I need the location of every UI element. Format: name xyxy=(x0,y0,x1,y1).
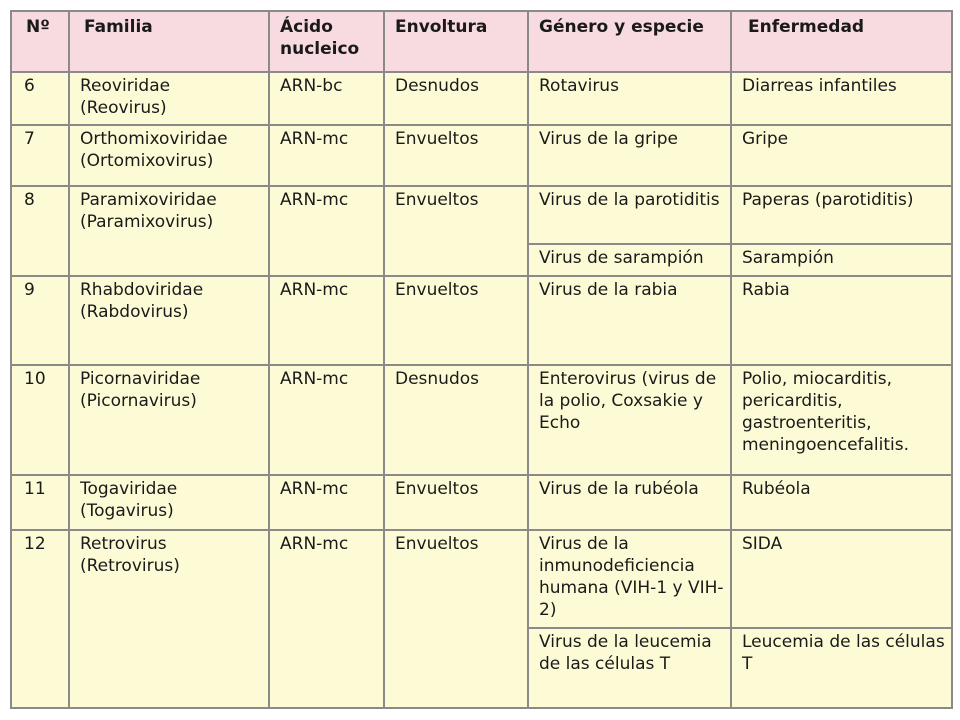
cell-familia: Rhabdoviridae (Rabdovirus) xyxy=(69,276,269,365)
cell-enfermedad: Sarampión xyxy=(731,244,952,276)
table-row xyxy=(11,475,952,530)
header-genero: Género y especie xyxy=(528,11,731,72)
cell-familia: Togaviridae (Togavirus) xyxy=(69,475,269,530)
cell-num: 8 xyxy=(11,186,69,276)
cell-genero: Virus de sarampión xyxy=(528,244,731,276)
cell-acido: ARN-mc xyxy=(269,276,384,365)
cell-envoltura: Envueltos xyxy=(384,186,528,276)
header-envoltura: Envoltura xyxy=(384,11,528,72)
cell-enfermedad: Gripe xyxy=(731,125,952,186)
header-acido: Ácido nucleico xyxy=(269,11,384,72)
cell-acido: ARN-mc xyxy=(269,365,384,475)
cell-genero: Rotavirus xyxy=(528,72,731,125)
virus-table xyxy=(10,10,953,709)
cell-envoltura: Envueltos xyxy=(384,276,528,365)
table-row xyxy=(11,186,952,244)
cell-envoltura: Desnudos xyxy=(384,72,528,125)
cell-familia: Reoviridae (Reovirus) xyxy=(69,72,269,125)
cell-enfermedad: Diarreas infantiles xyxy=(731,72,952,125)
cell-familia: Paramixoviridae (Paramixovirus) xyxy=(69,186,269,276)
cell-familia: Picornaviridae (Picornavirus) xyxy=(69,365,269,475)
cell-genero: Virus de la rubéola xyxy=(528,475,731,530)
cell-familia: Orthomixoviridae (Ortomixovirus) xyxy=(69,125,269,186)
cell-genero: Virus de la rabia xyxy=(528,276,731,365)
header-familia: Familia xyxy=(69,11,269,72)
cell-genero: Virus de la inmunodeficiencia humana (VIH-1 y VIH-2) xyxy=(528,530,731,628)
cell-envoltura: Envueltos xyxy=(384,475,528,530)
cell-num: 10 xyxy=(11,365,69,475)
cell-acido: ARN-bc xyxy=(269,72,384,125)
cell-genero: Virus de la parotiditis xyxy=(528,186,731,244)
cell-num: 7 xyxy=(11,125,69,186)
header-row xyxy=(11,11,952,72)
header-num: Nº xyxy=(11,11,69,72)
cell-acido: ARN-mc xyxy=(269,125,384,186)
cell-genero: Virus de la gripe xyxy=(528,125,731,186)
header-enfermedad: Enfermedad xyxy=(731,11,952,72)
cell-num: 11 xyxy=(11,475,69,530)
table-row xyxy=(11,125,952,186)
cell-enfermedad: Polio, miocarditis, pericarditis, gastroenteritis, meningoencefalitis. xyxy=(731,365,952,475)
cell-envoltura: Envueltos xyxy=(384,530,528,708)
table-row xyxy=(11,365,952,475)
virus-table-frame xyxy=(10,10,951,710)
cell-enfermedad: Rubéola xyxy=(731,475,952,530)
cell-familia: Retrovirus (Retrovirus) xyxy=(69,530,269,708)
table-row xyxy=(11,72,952,125)
table-row xyxy=(11,530,952,628)
cell-num: 6 xyxy=(11,72,69,125)
cell-enfermedad: Rabia xyxy=(731,276,952,365)
table-row xyxy=(11,276,952,365)
cell-genero: Virus de la leucemia de las células T xyxy=(528,628,731,708)
cell-envoltura: Desnudos xyxy=(384,365,528,475)
cell-envoltura: Envueltos xyxy=(384,125,528,186)
cell-acido: ARN-mc xyxy=(269,186,384,276)
cell-enfermedad: Paperas (parotiditis) xyxy=(731,186,952,244)
cell-num: 9 xyxy=(11,276,69,365)
cell-num: 12 xyxy=(11,530,69,708)
cell-genero: Enterovirus (virus de la polio, Coxsakie y Echo xyxy=(528,365,731,475)
cell-acido: ARN-mc xyxy=(269,530,384,708)
cell-enfermedad: SIDA xyxy=(731,530,952,628)
cell-enfermedad: Leucemia de las células T xyxy=(731,628,952,708)
cell-acido: ARN-mc xyxy=(269,475,384,530)
